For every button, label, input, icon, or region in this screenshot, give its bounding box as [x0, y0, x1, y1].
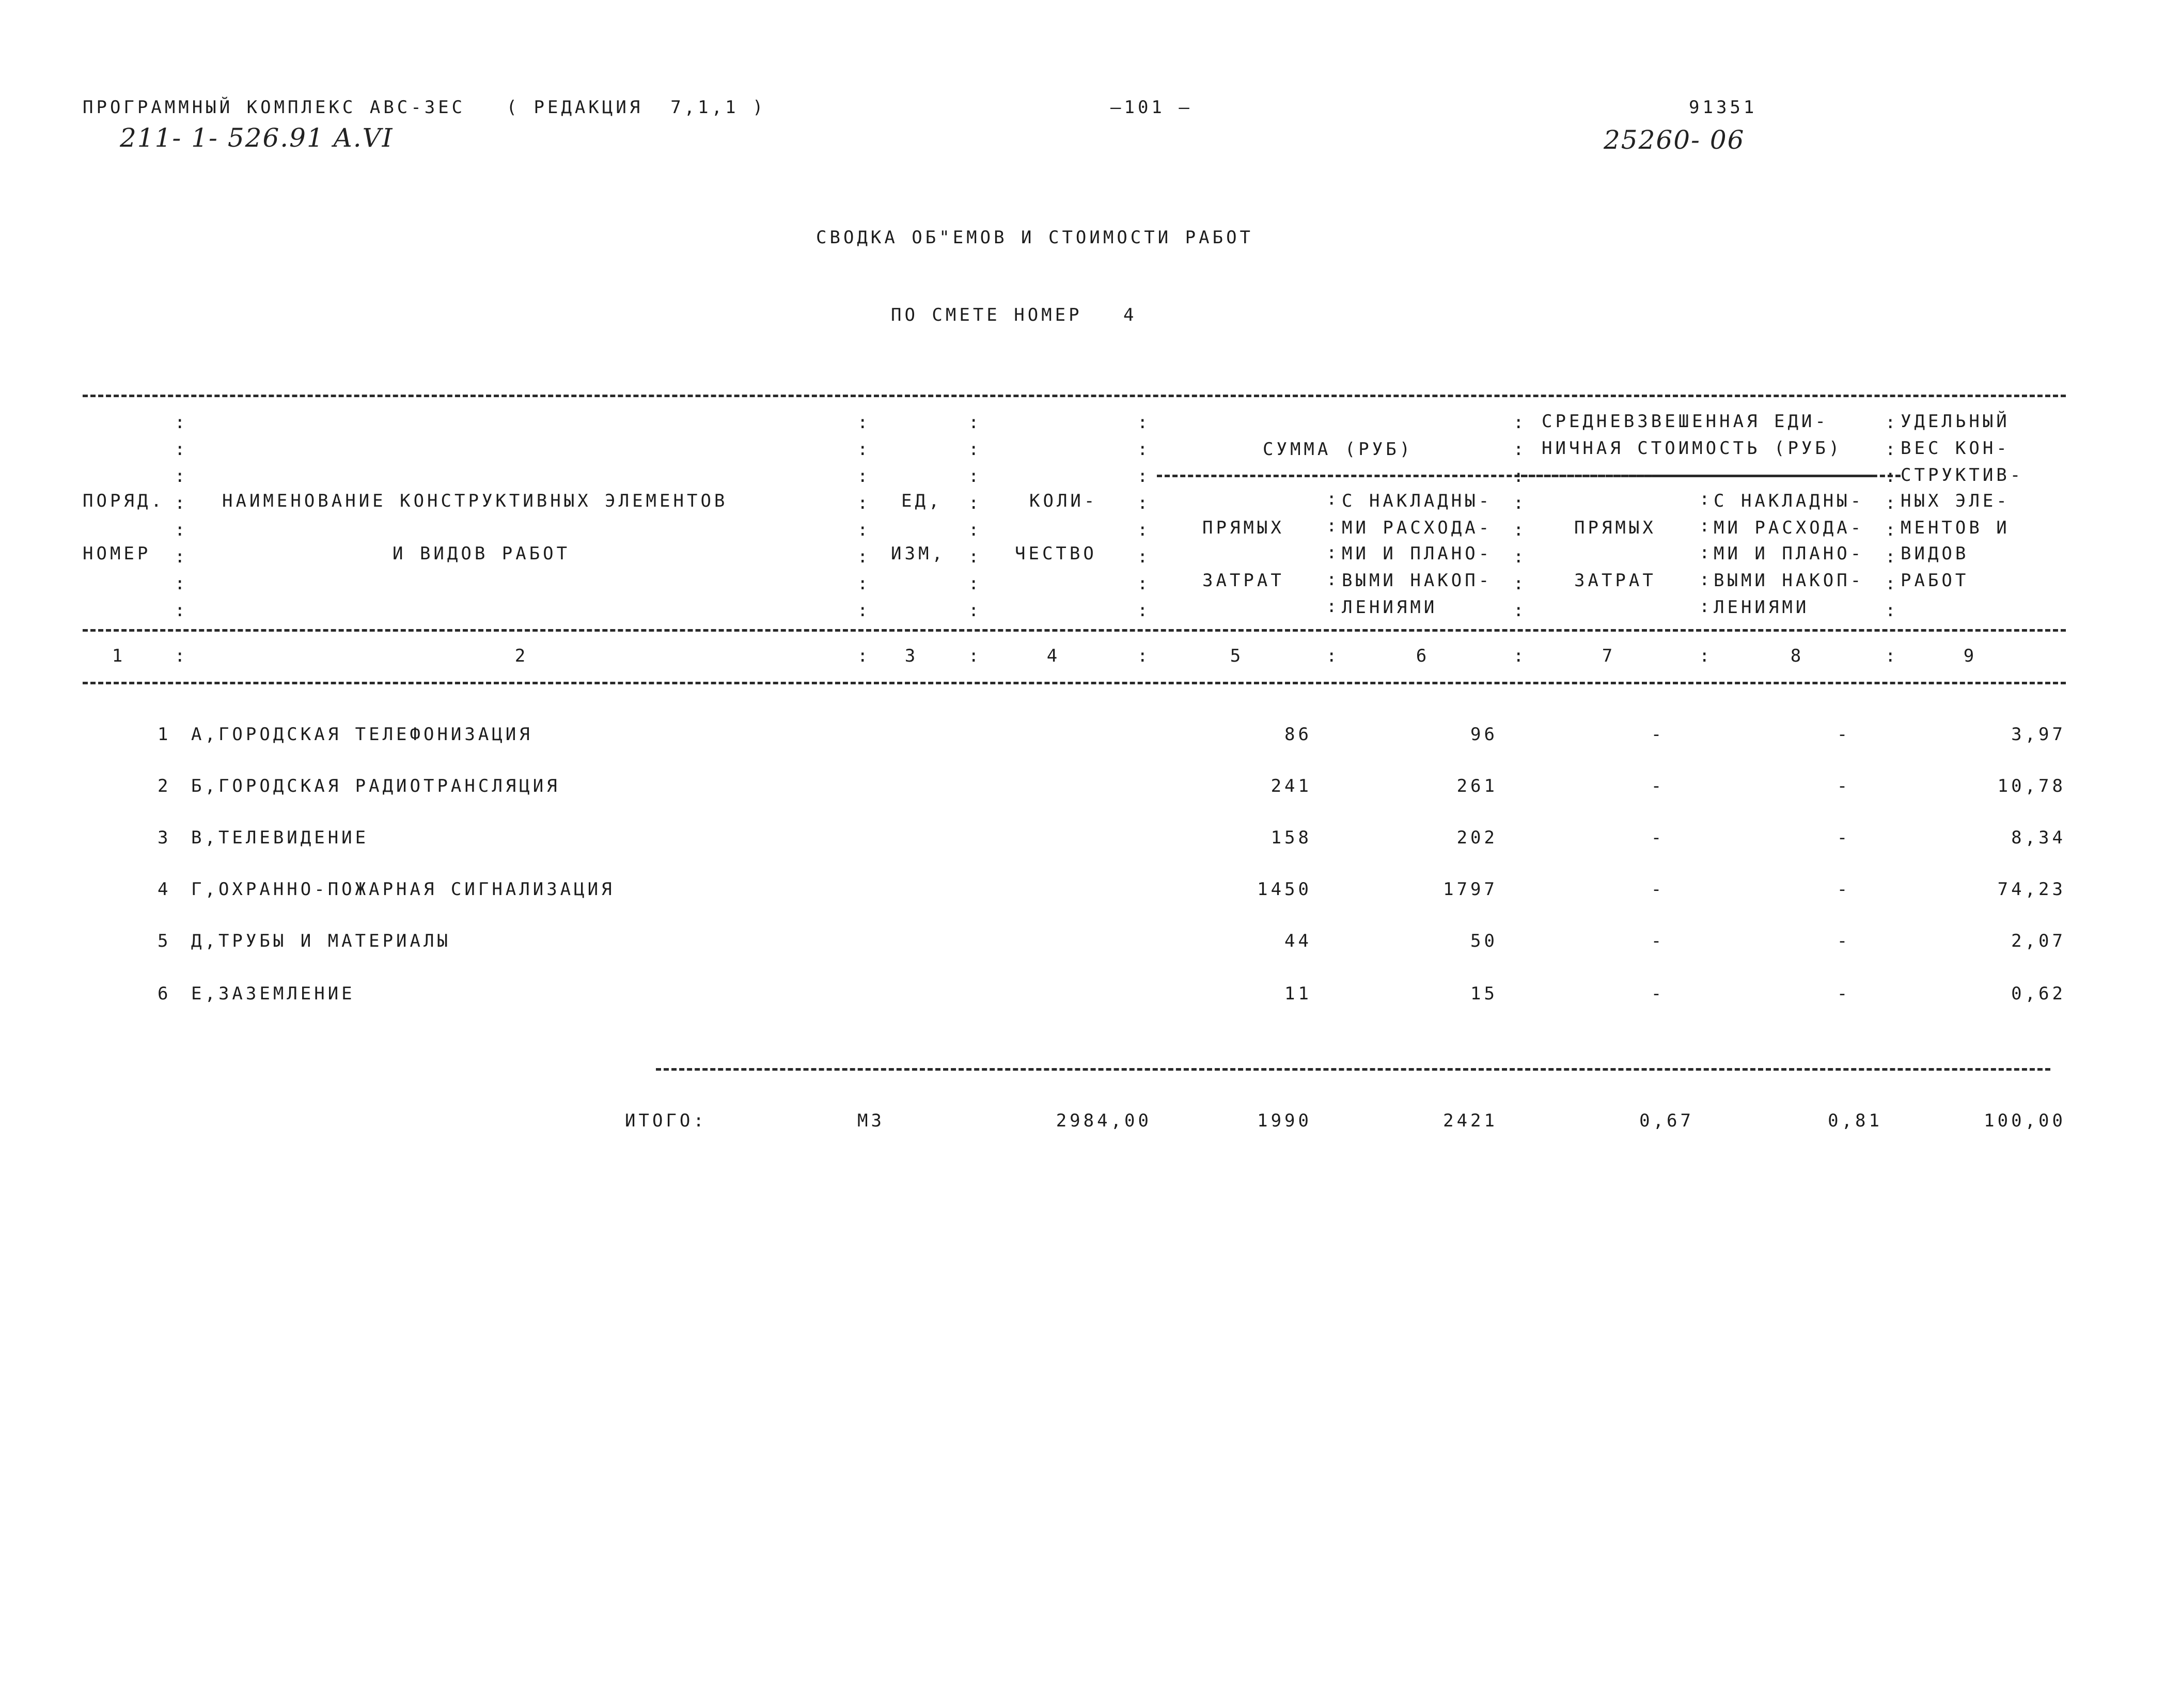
col7-header-line2: ЗАТРАТ [1574, 570, 1656, 591]
document-subtitle: ПО СМЕТЕ НОМЕР 4 [891, 305, 1137, 325]
col4-header-line1: КОЛИ- [1029, 491, 1098, 511]
col7-header-line1: ПРЯМЫХ [1574, 518, 1656, 538]
program-header: ПРОГРАММНЫЙ КОМПЛЕКС АВС-3ЕС ( РЕДАКЦИЯ 7,1,1 ) [83, 97, 766, 118]
handwritten-reference-right: 25260- 06 [1604, 125, 1745, 155]
col2-header-line1: НАИМЕНОВАНИЕ КОНСТРУКТИВНЫХ ЭЛЕМЕНТОВ [222, 491, 728, 511]
col2-header-line2: И ВИДОВ РАБОТ [393, 543, 571, 564]
handwritten-reference-left: 211- 1- 526.91 A.VI [120, 123, 394, 153]
col4-header-line2: ЧЕСТВО [1015, 543, 1097, 564]
avg-group-header-line1: СРЕДНЕВЗВЕШЕННАЯ ЕДИ- [1542, 411, 1829, 432]
total-label: ИТОГО: [625, 1110, 707, 1131]
col5-header-line1: ПРЯМЫХ [1202, 518, 1284, 538]
total-unit: М3 [857, 1110, 885, 1131]
total-quantity: 2984,00 [1056, 1110, 1152, 1131]
document-title: СВОДКА ОБ"ЕМОВ И СТОИМОСТИ РАБОТ [816, 227, 1254, 248]
col1-header-line2: НОМЕР [83, 543, 151, 564]
header-bottom-rule [83, 629, 2066, 632]
total-weight: 100,00 [1984, 1110, 2066, 1131]
header-sub-rule-avg [1521, 475, 1872, 477]
total-avg-overhead: 0,81 [1828, 1110, 1882, 1131]
document-code: 91351 [1689, 97, 1758, 118]
total-direct: 1990 [1257, 1110, 1312, 1131]
total-rule [656, 1068, 2050, 1071]
col5-header-line2: ЗАТРАТ [1202, 570, 1284, 591]
col1-header-line1: ПОРЯД. [83, 491, 165, 511]
col3-header-line2: ИЗМ, [891, 543, 946, 564]
avg-group-header-line2: НИЧНАЯ СТОИМОСТЬ (РУБ) [1542, 438, 1843, 459]
table-top-rule [83, 395, 2066, 397]
col3-header-line1: ЕД, [901, 491, 943, 511]
page-number: –101 – [1110, 97, 1193, 118]
total-overhead: 2421 [1443, 1110, 1498, 1131]
sum-group-header: СУММА (РУБ) [1263, 439, 1414, 460]
total-avg-direct: 0,67 [1639, 1110, 1694, 1131]
numbers-bottom-rule [83, 682, 2066, 684]
